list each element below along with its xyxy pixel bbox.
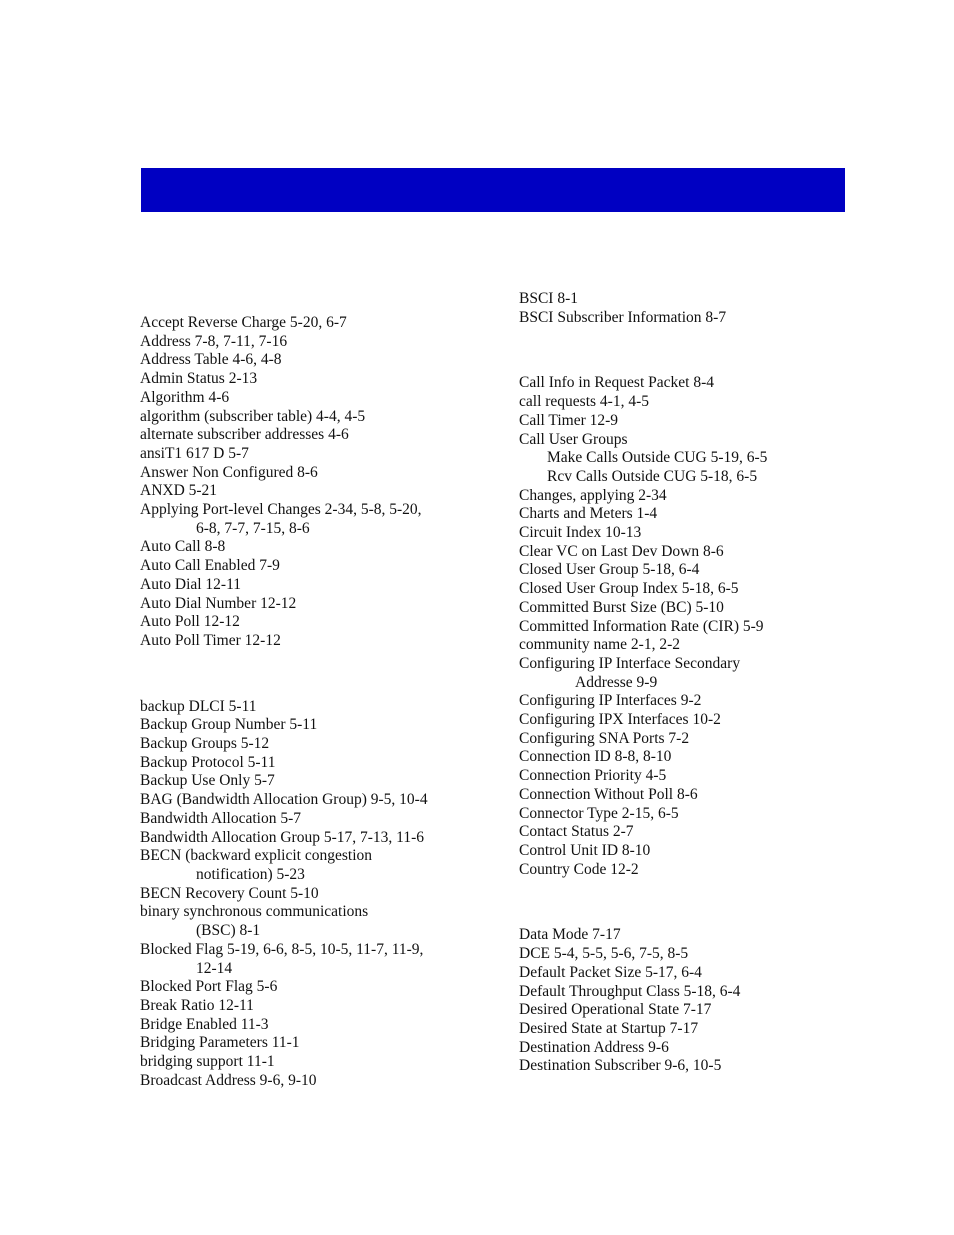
index-entry <box>519 964 767 983</box>
index-entry <box>140 482 428 501</box>
index-entry-text: binary synchronous communications <box>140 903 369 921</box>
index-entry-text: Call Info in Request Packet 8-4 <box>519 374 714 392</box>
index-entry-text: Bridging Parameters 11-1 <box>140 1034 300 1052</box>
index-entry-text: Auto Poll 12-12 <box>140 613 240 631</box>
index-entry-text: Connection Without Poll 8-6 <box>519 785 698 803</box>
index-entry <box>140 464 428 483</box>
index-entry-text: Committed Information Rate (CIR) 5-9 <box>519 617 764 635</box>
index-entry-text: Default Throughput Class 5-18, 6-4 <box>519 982 741 1000</box>
index-entry-text: Backup Groups 5-12 <box>140 735 270 753</box>
index-entry <box>519 599 767 618</box>
index-entry <box>140 847 428 884</box>
index-entry <box>140 754 428 773</box>
index-entry-text: Auto Call Enabled 7-9 <box>140 557 280 575</box>
letter-group-spacer <box>519 879 767 926</box>
index-entry-text: Answer Non Configured 8-6 <box>140 463 318 481</box>
index-entry-text: Auto Dial Number 12-12 <box>140 594 297 612</box>
index-entry-text: Call User Groups <box>519 430 628 448</box>
index-entry-text: Desired State at Startup 7-17 <box>519 1019 699 1037</box>
index-entry-text: Control Unit ID 8-10 <box>519 841 651 859</box>
index-entry-text: Break Ratio 12-11 <box>140 996 254 1014</box>
index-entry <box>519 1057 767 1076</box>
index-entry <box>519 524 767 543</box>
index-column-right <box>519 290 767 1076</box>
index-entry <box>140 1016 428 1035</box>
index-entry <box>140 389 428 408</box>
index-entry-text: Destination Address 9-6 <box>519 1038 669 1056</box>
index-entry-continuation: Addresse 9-9 <box>575 673 658 691</box>
index-entry <box>519 1020 767 1039</box>
index-entry-continuation: 6-8, 7-7, 7-15, 8-6 <box>196 519 310 537</box>
index-entry <box>140 501 428 538</box>
index-entry <box>140 941 428 978</box>
index-entry <box>140 632 428 651</box>
index-entry <box>519 748 767 767</box>
index-entry-text: Connection Priority 4-5 <box>519 767 667 785</box>
index-entry <box>140 735 428 754</box>
index-entry-text: Charts and Meters 1-4 <box>519 505 658 523</box>
index-entry <box>140 903 428 940</box>
index-entry-text: Connector Type 2-15, 6-5 <box>519 804 679 822</box>
index-entry <box>140 978 428 997</box>
index-entry <box>140 557 428 576</box>
index-entry-text: Address 7-8, 7-11, 7-16 <box>140 332 288 350</box>
index-entry-text: Connection ID 8-8, 8-10 <box>519 748 672 766</box>
index-entry-text: Algorithm 4-6 <box>140 388 230 406</box>
index-entry <box>519 983 767 1002</box>
index-entry <box>519 945 767 964</box>
index-entry <box>519 290 767 309</box>
index-entry <box>140 1053 428 1072</box>
index-entry-text: Circuit Index 10-13 <box>519 524 642 542</box>
index-entry-text: Auto Call 8-8 <box>140 538 226 556</box>
index-entry <box>140 1034 428 1053</box>
index-entry <box>140 997 428 1016</box>
index-entry-text: Blocked Flag 5-19, 6-6, 8-5, 10-5, 11-7, 11-9, <box>140 940 424 958</box>
index-entry <box>519 1039 767 1058</box>
index-entry <box>519 580 767 599</box>
index-entry <box>140 595 428 614</box>
index-entry <box>140 885 428 904</box>
index-entry <box>519 730 767 749</box>
index-entry-text: Blocked Port Flag 5-6 <box>140 978 278 996</box>
index-entry <box>140 370 428 389</box>
index-entry-text: bridging support 11-1 <box>140 1053 275 1071</box>
index-entry-text: Backup Protocol 5-11 <box>140 753 276 771</box>
index-entry-text: Configuring IPX Interfaces 10-2 <box>519 711 721 729</box>
index-entry-text: BSCI 8-1 <box>519 290 578 307</box>
index-entry <box>140 716 428 735</box>
index-entry <box>519 543 767 562</box>
index-entry-text: Backup Use Only 5-7 <box>140 772 275 790</box>
index-entry-text: Desired Operational State 7-17 <box>519 1001 712 1019</box>
index-entry-text: Accept Reverse Charge 5-20, 6-7 <box>140 314 347 331</box>
index-entry-text: ANXD 5-21 <box>140 482 218 500</box>
index-entry-text: BSCI Subscriber Information 8-7 <box>519 308 727 326</box>
index-entry <box>519 926 767 945</box>
index-entry-text: Contact Status 2-7 <box>519 823 634 841</box>
index-entry-text: community name 2-1, 2-2 <box>519 636 680 654</box>
index-entry-text: Changes, applying 2-34 <box>519 486 667 504</box>
index-entry <box>519 561 767 580</box>
index-entry <box>140 791 428 810</box>
letter-group-spacer <box>519 327 767 374</box>
index-entry <box>519 692 767 711</box>
index-entry <box>519 711 767 730</box>
index-entry <box>140 829 428 848</box>
index-entry <box>519 412 767 431</box>
index-entry-text: call requests 4-1, 4-5 <box>519 393 649 411</box>
index-header-banner <box>141 168 845 212</box>
index-entry <box>140 426 428 445</box>
index-entry-text: Rcv Calls Outside CUG 5-18, 6-5 <box>547 467 758 485</box>
index-entry <box>140 538 428 557</box>
index-entry-text: Call Timer 12-9 <box>519 411 619 429</box>
index-entry-continuation: (BSC) 8-1 <box>196 922 261 940</box>
index-entry <box>140 445 428 464</box>
index-entry <box>140 314 428 333</box>
letter-group-spacer <box>140 651 428 698</box>
index-entry-text: Auto Dial 12-11 <box>140 575 242 593</box>
index-entry-text: Closed User Group 5-18, 6-4 <box>519 561 700 579</box>
index-entry <box>519 805 767 824</box>
index-entry <box>519 767 767 786</box>
index-entry <box>519 1001 767 1020</box>
index-entry <box>140 408 428 427</box>
index-entry <box>519 505 767 524</box>
index-column-left <box>140 314 428 1090</box>
index-entry <box>519 487 767 506</box>
index-entry <box>519 618 767 637</box>
index-entry-text: Bandwidth Allocation Group 5-17, 7-13, 11-6 <box>140 828 424 846</box>
index-entry-text: Country Code 12-2 <box>519 860 639 878</box>
index-entry <box>140 333 428 352</box>
index-entry <box>140 810 428 829</box>
index-entry <box>519 393 767 412</box>
index-entry-text: Admin Status 2-13 <box>140 370 258 388</box>
index-entry-text: Configuring SNA Ports 7-2 <box>519 729 690 747</box>
index-entry-text: algorithm (subscriber table) 4-4, 4-5 <box>140 407 366 425</box>
index-entry-text: Closed User Group Index 5-18, 6-5 <box>519 580 739 598</box>
index-entry <box>519 309 767 328</box>
index-entry-text: Auto Poll Timer 12-12 <box>140 631 281 649</box>
index-entry-text: Committed Burst Size (BC) 5-10 <box>519 598 724 616</box>
index-entry <box>140 772 428 791</box>
index-entry-text: Configuring IP Interfaces 9-2 <box>519 692 702 710</box>
index-entry-text: alternate subscriber addresses 4-6 <box>140 426 349 444</box>
index-entry-text: Bandwidth Allocation 5-7 <box>140 809 302 827</box>
index-entry-text: Address Table 4-6, 4-8 <box>140 351 282 369</box>
index-entry-continuation: notification) 5-23 <box>196 865 305 883</box>
index-entry-text: BAG (Bandwidth Allocation Group) 9-5, 10-4 <box>140 791 428 809</box>
index-entry <box>140 1072 428 1091</box>
index-entry-text: Data Mode 7-17 <box>519 926 621 944</box>
index-entry <box>519 374 767 393</box>
index-entry <box>519 636 767 655</box>
index-entry-text: Configuring IP Interface Secondary <box>519 654 741 672</box>
index-entry <box>519 823 767 842</box>
index-entry-text: DCE 5-4, 5-5, 5-6, 7-5, 8-5 <box>519 945 689 963</box>
index-entry-text: Backup Group Number 5-11 <box>140 716 318 734</box>
index-entry-text: Default Packet Size 5-17, 6-4 <box>519 963 702 981</box>
index-subentry <box>519 468 767 487</box>
index-entry <box>140 613 428 632</box>
index-entry <box>140 351 428 370</box>
index-entry-text: backup DLCI 5-11 <box>140 697 257 715</box>
index-entry <box>519 861 767 880</box>
index-entry-text: BECN (backward explicit congestion <box>140 847 373 865</box>
index-entry <box>519 786 767 805</box>
index-entry-text: Bridge Enabled 11-3 <box>140 1015 269 1033</box>
index-entry-text: Destination Subscriber 9-6, 10-5 <box>519 1057 722 1075</box>
index-entry <box>519 655 767 692</box>
index-entry-text: ansiT1 617 D 5-7 <box>140 444 249 462</box>
index-entry-continuation: 12-14 <box>196 959 233 977</box>
index-entry-text: Clear VC on Last Dev Down 8-6 <box>519 542 724 560</box>
index-entry <box>519 842 767 861</box>
index-entry <box>519 431 767 450</box>
index-entry-text: BECN Recovery Count 5-10 <box>140 884 319 902</box>
index-subentry <box>519 449 767 468</box>
index-entry-text: Applying Port-level Changes 2-34, 5-8, 5-20, <box>140 501 422 519</box>
index-entry <box>140 576 428 595</box>
index-entry-text: Make Calls Outside CUG 5-19, 6-5 <box>547 449 768 467</box>
index-entry <box>140 698 428 717</box>
index-entry-text: Broadcast Address 9-6, 9-10 <box>140 1071 317 1089</box>
